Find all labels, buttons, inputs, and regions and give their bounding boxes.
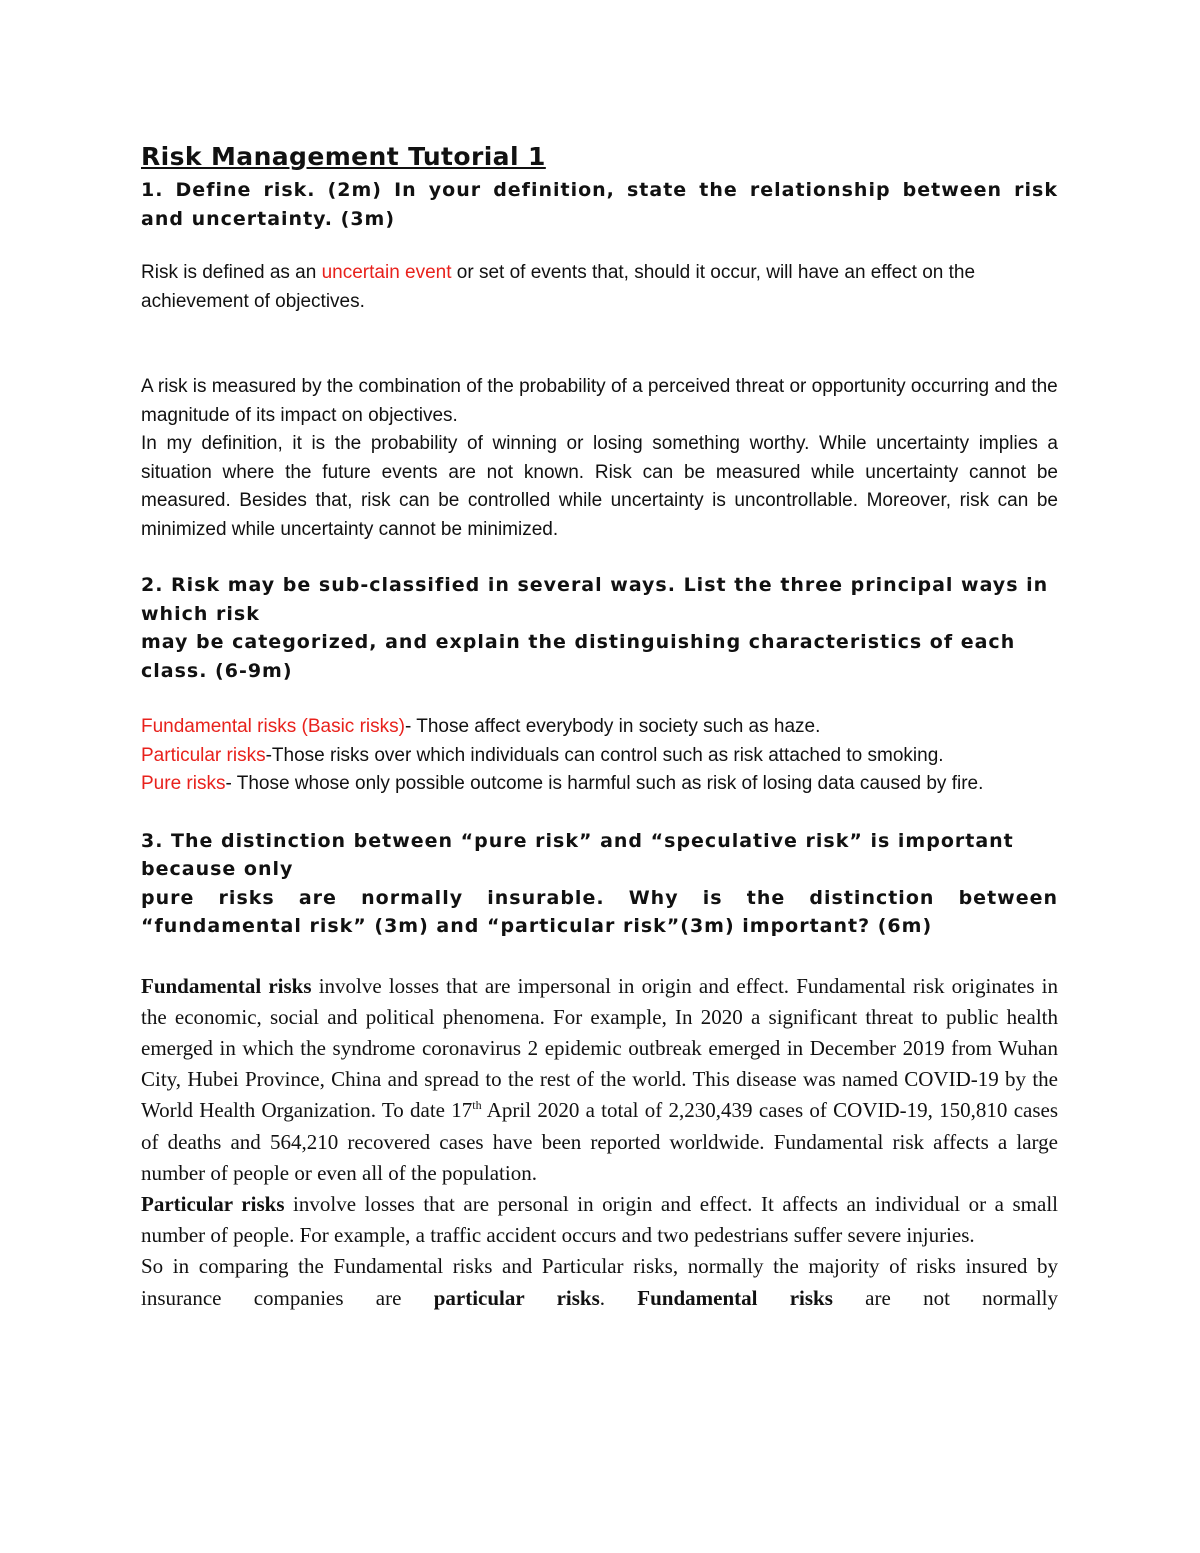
highlight-uncertain-event: uncertain event [321,262,452,283]
document-title: Risk Management Tutorial 1 [141,142,546,171]
risk-type-label: Pure risks [141,773,226,794]
particular-risks-paragraph: Particular risks involve losses that are personal in origin and effect. It affects an individual or a small number of people. For example, a traffic accident occurs and two pedestrians suffer severe injuries. [141,1191,1059,1248]
answer-1-measurement: A risk is measured by the combination of the probability of a perceived threat or opportunity occurring and the magnitude of its impact on objectives. [141,376,1058,426]
fundamental-risks-term: Fundamental risks [637,1285,833,1310]
particular-risks-term: particular risks [433,1285,600,1310]
question-3-heading-line-2: pure risks are normally insurable. Why is the distinction between “fundamental risk” (3m) and “particular risk”(3m) important? (6m) [141,886,1058,937]
fundamental-risks-term: Fundamental risks [141,973,312,998]
risk-type-particular: Particular risks-Those risks over which individuals can control such as risk attached to smoking. [141,744,944,766]
risk-type-label: Particular risks [141,744,266,766]
answer-1-relationship: In my definition, it is the probability of winning or losing something worthy. While uncertainty implies a situation where the future events are not known. Risk can be measured while uncertainty cannot be measured. Besides that, risk can be controlled while uncertainty is uncontrollable. Moreover, risk can be minimized while uncertainty cannot be minimized. [141,433,1058,540]
document-page [141,140,1058,1314]
fundamental-risks-paragraph: Fundamental risks involve losses that are impersonal in origin and effect. Fundamental risk originates in the economic, social and political phenomena. For example, In 2020 a significant threat to public health emerged in which the syndrome coronavirus 2 epidemic outbreak emerged in December 2019 from Wuhan City, Hubei Province, China and spread to the rest of the world. This disease was named COVID-19 by the World Health Organization. To date 17th April 2020 a total of 2,230,439 cases of COVID-19, 150,810 cases of deaths and 564,210 recovered cases have been reported worldwide. Fundamental risk affects a large number of people or even all of the population. [141,973,1058,1185]
question-2-heading-line-1: 2. Risk may be sub-classified in several ways. List the three principal ways in which risk [141,574,1049,625]
question-1-heading: 1. Define risk. (2m) In your definition, state the relationship between risk and uncertainty. (3m) [141,179,1058,230]
risk-type-fundamental: Fundamental risks (Basic risks)- Those affect everybody in society such as haze. [141,716,821,737]
risk-type-label: Fundamental risks (Basic risks) [141,716,405,737]
risk-type-pure: Pure risks- Those whose only possible outcome is harmful such as risk of losing data caused by fire. [141,773,984,794]
question-3-heading-line-1: 3. The distinction between “pure risk” and “speculative risk” is important because only [141,829,1014,880]
particular-risks-term: Particular risks [141,1191,285,1216]
question-2-heading-line-2: may be categorized, and explain the distinguishing characteristics of each class. (6-9m) [141,631,1016,682]
answer-1-definition: Risk is defined as an uncertain event or set of events that, should it occur, will have an effect on the achievement of objectives. [141,262,976,312]
comparison-paragraph: So in comparing the Fundamental risks and Particular risks, normally the majority of risks insured by insurance companies are particular risks. Fundamental risks are not normally [141,1254,1058,1310]
